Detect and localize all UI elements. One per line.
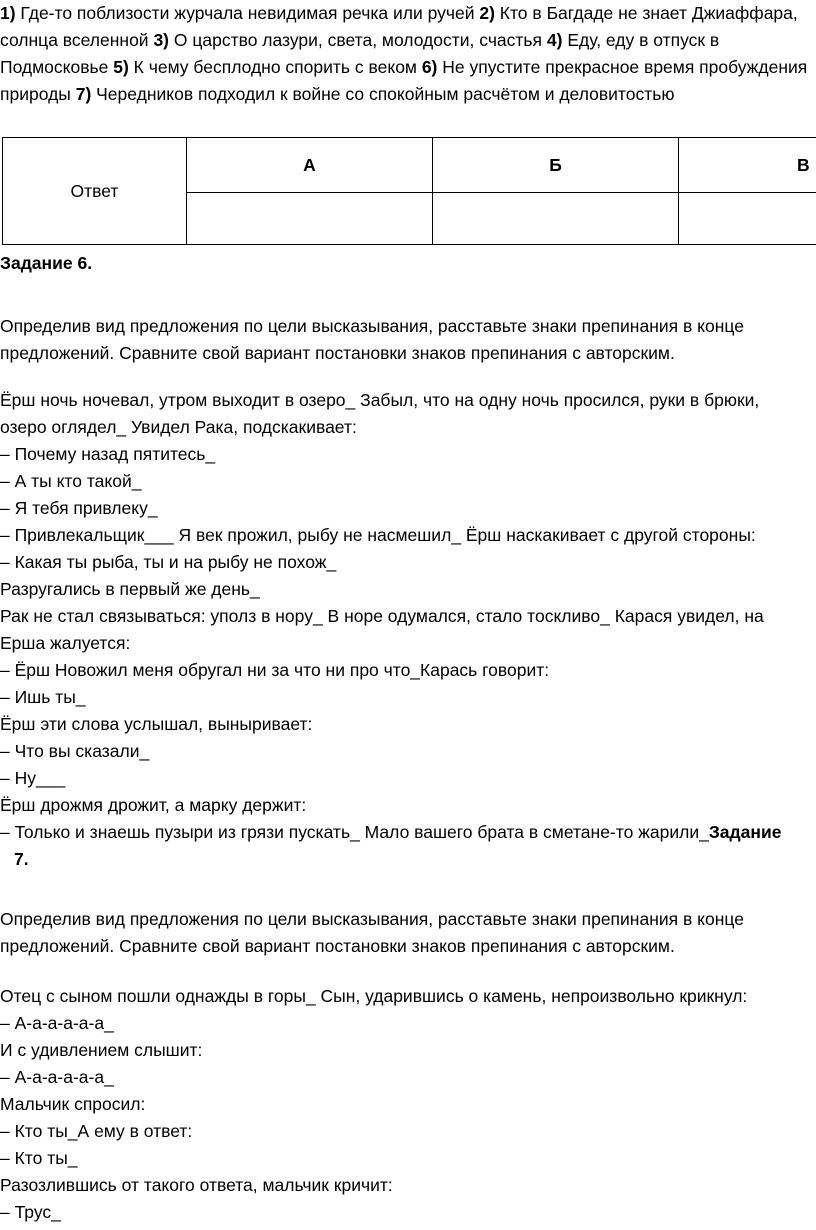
item-number: 7) <box>75 84 92 104</box>
instruction-line: предложений. Сравните свой вариант постановки знаков препинания с авторским. <box>0 936 675 956</box>
text-line: – Какая ты рыба, ты и на рыбу не похож_ <box>0 552 337 572</box>
task5-sentences <box>0 0 812 108</box>
column-header-b: Б <box>433 138 679 193</box>
answer-cell-b[interactable] <box>433 193 679 245</box>
instruction-line: Определив вид предложения по цели высказывания, расставьте знаки препинания в конце <box>0 316 744 336</box>
text-line: – Только и знаешь пузыри из грязи пускать_ Мало вашего брата в сметане-то жарили_ <box>0 822 709 842</box>
column-header-v: В <box>679 138 816 193</box>
task6-text <box>0 387 816 873</box>
item-text: Кто в Багдаде не знает Джиаффара, солнца вселенной <box>0 3 798 50</box>
text-line-with-heading <box>0 819 816 846</box>
text-line: Разозлившись от такого ответа, мальчик кричит: <box>0 1175 393 1195</box>
text-line: – Почему назад пятитесь_ <box>0 444 216 464</box>
item-number: 6) <box>421 57 438 77</box>
text-line: – Кто ты_А ему в ответ: <box>0 1121 193 1141</box>
task6-heading: Задание 6. <box>0 253 93 273</box>
task7-instruction <box>0 906 816 960</box>
item-number: 1) <box>0 3 16 23</box>
text-line: – Привлекальщик___ Я век прожил, рыбу не насмешил_ Ёрш наскакивает с другой стороны: <box>0 525 756 545</box>
item-text: К чему бесплодно спорить с веком <box>128 57 422 77</box>
item-number: 4) <box>546 30 563 50</box>
text-line: Мальчик спросил: <box>0 1094 146 1114</box>
task7-heading-number: 7. <box>14 849 29 869</box>
answer-cell-a[interactable] <box>187 193 433 245</box>
task6-instruction <box>0 313 816 367</box>
task7-text <box>0 983 816 1226</box>
text-line: – Что вы сказали_ <box>0 741 150 761</box>
text-line: Рак не стал связываться: уполз в нору_ В норе одумался, стало тоскливо_ Карася увидел, на <box>0 606 764 626</box>
text-line: И с удивлением слышит: <box>0 1040 203 1060</box>
text-line: Разругались в первый же день_ <box>0 579 260 599</box>
item-text: Не упустите прекрасное время пробуждения природы <box>0 57 808 104</box>
text-line: – Ну___ <box>0 768 66 788</box>
instruction-line: Определив вид предложения по цели высказывания, расставьте знаки препинания в конце <box>0 909 744 929</box>
answer-table <box>2 137 816 245</box>
answer-cell-v[interactable] <box>679 193 816 245</box>
text-line: Ёрш ночь ночевал, утром выходит в озеро_ Забыл, что на одну ночь просился, руки в брюки, <box>0 390 760 410</box>
task6-heading-block <box>0 250 816 277</box>
text-line: – А-а-а-а-а-а_ <box>0 1067 114 1087</box>
item-number: 3) <box>153 30 169 50</box>
text-line: – Ишь ты_ <box>0 687 86 707</box>
instruction-line: предложений. Сравните свой вариант постановки знаков препинания с авторским. <box>0 343 675 363</box>
text-line: Отец с сыном пошли однажды в горы_ Сын, ударившись о камень, непроизвольно крикнул: <box>0 986 748 1006</box>
item-text: О царство лазури, света, молодости, счастья <box>169 30 547 50</box>
answer-row-label: Ответ <box>3 138 187 245</box>
text-line: – Ёрш Новожил меня обругал ни за что ни про что_Карась говорит: <box>0 660 550 680</box>
item-number: 5) <box>113 57 129 77</box>
item-text: Где-то поблизости журчала невидимая речка или ручей <box>15 3 480 23</box>
text-line: Ерша жалуется: <box>0 633 131 653</box>
column-header-a: А <box>187 138 433 193</box>
text-line: – А ты кто такой_ <box>0 471 142 491</box>
text-line: – Я тебя привлеку_ <box>0 498 158 518</box>
text-line: – А-а-а-а-а-а_ <box>0 1013 114 1033</box>
item-text: Чередников подходил к войне со спокойным расчётом и деловитостью <box>91 84 675 104</box>
item-number: 2) <box>479 3 495 23</box>
text-line: Ёрш эти слова услышал, выныривает: <box>0 714 313 734</box>
text-line: Ёрш дрожмя дрожит, а марку держит: <box>0 795 307 815</box>
task7-heading: Задание <box>708 822 782 842</box>
text-line: – Кто ты_ <box>0 1148 78 1168</box>
text-line: озеро оглядел_ Увидел Рака, подскакивает: <box>0 417 357 437</box>
item-text: Еду, еду в отпуск в Подмосковье <box>0 30 720 77</box>
text-line: – Трус_ <box>0 1202 61 1222</box>
